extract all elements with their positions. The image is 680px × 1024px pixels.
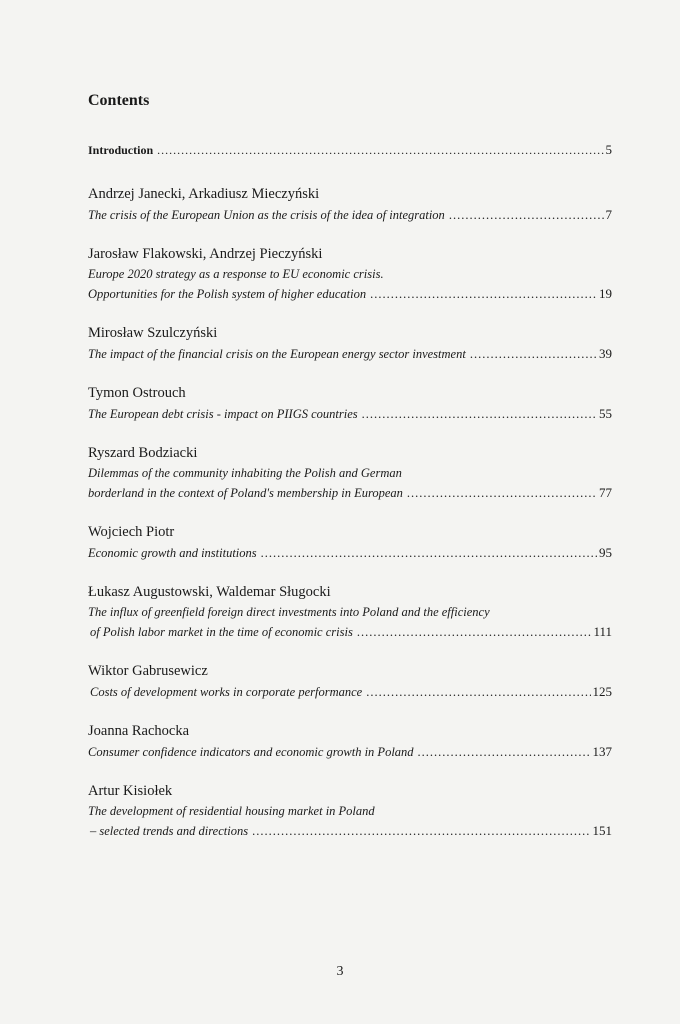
entry-title-text: Economic growth and institutions xyxy=(88,546,257,560)
contents-heading: Contents xyxy=(88,92,150,109)
toc-entry-introduction xyxy=(88,142,612,158)
entry-authors: Joanna Rachocka xyxy=(88,723,190,739)
entry-title-text: borderland in the context of Poland's membership in European xyxy=(88,486,403,500)
entry-title-text: The development of residential housing market in Poland xyxy=(88,804,375,818)
entry-title-line xyxy=(88,543,612,563)
toc-entry xyxy=(88,443,612,503)
contents-page xyxy=(88,92,612,860)
entry-title-line xyxy=(88,265,612,284)
entry-title-line xyxy=(88,682,612,702)
entry-title-text: Consumer confidence indicators and economic growth in Poland xyxy=(88,745,414,759)
page-number: 77 xyxy=(599,485,612,500)
page-number: 5 xyxy=(605,142,612,157)
dot-leader xyxy=(157,143,603,158)
entry-authors: Tymon Ostrouch xyxy=(88,385,186,401)
page-number: 19 xyxy=(599,286,612,301)
toc-entry xyxy=(88,323,612,364)
toc-entry xyxy=(88,781,612,841)
dot-leader xyxy=(407,484,597,503)
entry-title-line xyxy=(88,603,612,622)
entry-title-text: Opportunities for the Polish system of higher education xyxy=(88,287,367,301)
entry-title-text: The European debt crisis - impact on PIIGS countries xyxy=(88,407,358,421)
entry-title-line xyxy=(88,464,612,483)
dot-leader xyxy=(357,623,592,642)
dot-leader xyxy=(366,683,590,702)
entry-title-line xyxy=(88,483,612,503)
introduction-label: Introduction xyxy=(88,143,154,157)
entry-title-line xyxy=(88,404,612,424)
toc-entry xyxy=(88,184,612,225)
entry-authors: Andrzej Janecki, Arkadiusz Mieczyński xyxy=(88,186,320,202)
page-number: 95 xyxy=(599,545,612,560)
dot-leader xyxy=(449,206,604,225)
page-number: 39 xyxy=(599,346,612,361)
page-number: 111 xyxy=(593,624,612,639)
entry-title-text: The influx of greenfield foreign direct investments into Poland and the efficiency xyxy=(88,605,490,619)
toc-entry xyxy=(88,721,612,762)
toc-entry xyxy=(88,582,612,642)
entry-authors: Ryszard Bodziacki xyxy=(88,445,198,461)
dot-leader xyxy=(261,544,597,563)
page-number: 7 xyxy=(605,207,612,222)
entry-authors: Artur Kisiołek xyxy=(88,783,173,799)
entry-title-line xyxy=(88,622,612,642)
toc-entry xyxy=(88,383,612,424)
entry-authors: Łukasz Augustowski, Waldemar Sługocki xyxy=(88,584,331,600)
page-number: 137 xyxy=(592,744,612,759)
toc-entries xyxy=(88,184,612,841)
entry-title-line xyxy=(88,802,612,821)
entry-authors: Jarosław Flakowski, Andrzej Pieczyński xyxy=(88,246,323,262)
page-number: 125 xyxy=(592,684,612,699)
entry-title-line xyxy=(88,284,612,304)
entry-title-line xyxy=(88,742,612,762)
dot-leader xyxy=(418,743,591,762)
entry-title-line xyxy=(88,344,612,364)
toc-entry xyxy=(88,661,612,702)
dot-leader xyxy=(362,405,597,424)
entry-title-text: The impact of the financial crisis on the European energy sector investment xyxy=(88,347,466,361)
page-number: 151 xyxy=(592,823,612,838)
entry-title-text: – selected trends and directions xyxy=(90,824,249,838)
dot-leader xyxy=(470,345,597,364)
entry-title-text: of Polish labor market in the time of economic crisis xyxy=(90,625,353,639)
entry-title-line xyxy=(88,205,612,225)
toc-entry xyxy=(88,522,612,563)
entry-authors: Wiktor Gabrusewicz xyxy=(88,663,208,679)
entry-authors: Wojciech Piotr xyxy=(88,524,175,540)
entry-title-text: Dilemmas of the community inhabiting the Polish and German xyxy=(88,466,402,480)
dot-leader xyxy=(370,285,597,304)
toc-entry xyxy=(88,244,612,304)
entry-title-text: The crisis of the European Union as the crisis of the idea of integration xyxy=(88,208,445,222)
entry-title-line xyxy=(88,821,612,841)
page-number: 55 xyxy=(599,406,612,421)
page-folio: 3 xyxy=(336,964,344,979)
entry-title-text: Costs of development works in corporate performance xyxy=(90,685,363,699)
entry-authors: Mirosław Szulczyński xyxy=(88,325,218,341)
dot-leader xyxy=(252,822,590,841)
entry-title-text: Europe 2020 strategy as a response to EU economic crisis. xyxy=(88,267,384,281)
